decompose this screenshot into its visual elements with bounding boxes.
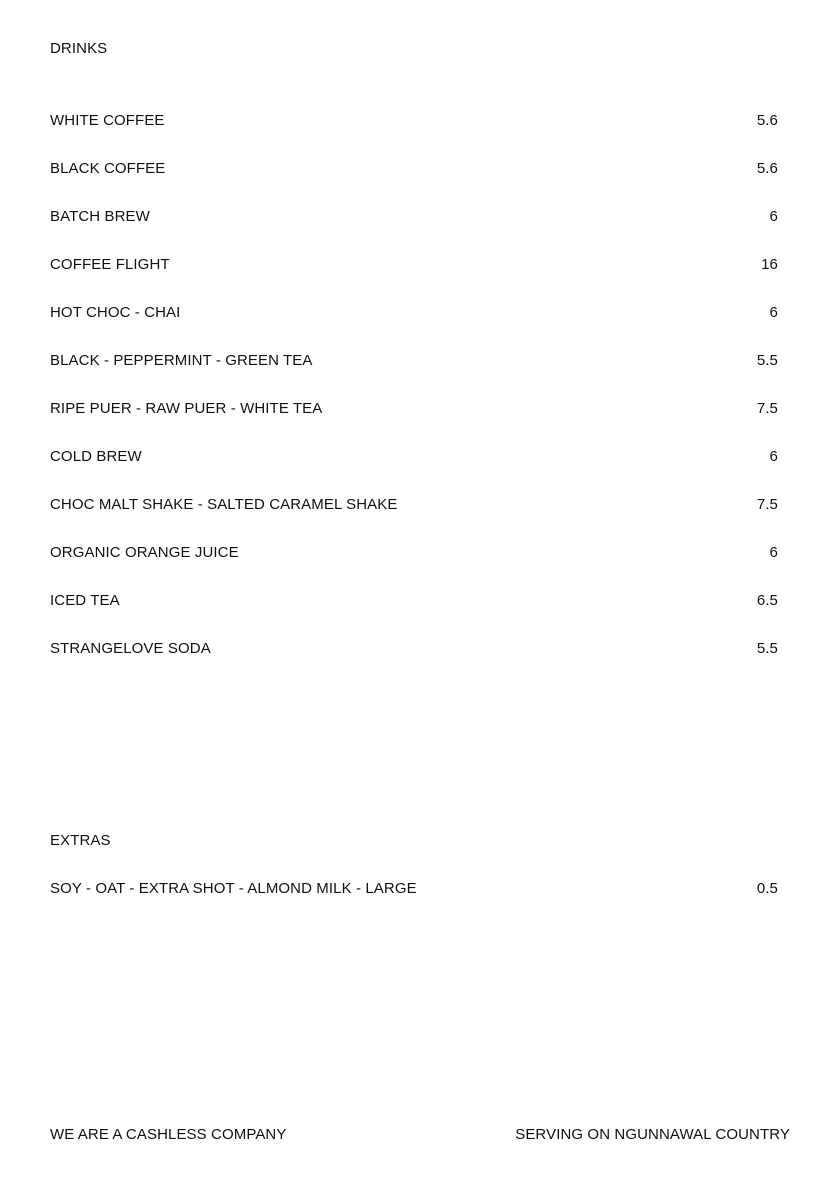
drinks-list (50, 112, 778, 688)
item-name: RIPE PUER - RAW PUER - WHITE TEA (50, 400, 323, 417)
menu-item (50, 208, 778, 256)
menu-item (50, 160, 778, 208)
menu-item (50, 880, 778, 928)
item-price: 6.5 (756, 592, 778, 609)
menu-item (50, 640, 778, 688)
item-name: BATCH BREW (50, 208, 150, 225)
item-name: COLD BREW (50, 448, 142, 465)
item-price: 5.5 (756, 640, 778, 657)
menu-item (50, 448, 778, 496)
item-name: ICED TEA (50, 592, 120, 609)
menu-item (50, 352, 778, 400)
cashless-notice: WE ARE A CASHLESS COMPANY (50, 1126, 287, 1143)
item-price: 6 (769, 448, 778, 465)
item-name: HOT CHOC - CHAI (50, 304, 181, 321)
menu-item (50, 544, 778, 592)
menu-item (50, 112, 778, 160)
item-name: WHITE COFFEE (50, 112, 165, 129)
item-name: COFFEE FLIGHT (50, 256, 170, 273)
item-price: 6 (769, 544, 778, 561)
footer (50, 1126, 790, 1144)
item-name: STRANGELOVE SODA (50, 640, 211, 657)
item-name: ORGANIC ORANGE JUICE (50, 544, 239, 561)
menu-item (50, 400, 778, 448)
menu-item (50, 256, 778, 304)
drinks-heading: DRINKS (50, 40, 108, 57)
item-price: 0.5 (756, 880, 778, 897)
menu-item (50, 496, 778, 544)
item-price: 6 (769, 208, 778, 225)
item-price: 7.5 (756, 496, 778, 513)
item-name: CHOC MALT SHAKE - SALTED CARAMEL SHAKE (50, 496, 398, 513)
item-price: 5.5 (756, 352, 778, 369)
item-name: BLACK - PEPPERMINT - GREEN TEA (50, 352, 313, 369)
menu-item (50, 592, 778, 640)
country-acknowledgement: SERVING ON NGUNNAWAL COUNTRY (515, 1126, 790, 1143)
extras-heading: EXTRAS (50, 832, 111, 849)
menu-item (50, 304, 778, 352)
item-name: BLACK COFFEE (50, 160, 166, 177)
item-name: SOY - OAT - EXTRA SHOT - ALMOND MILK - LARGE (50, 880, 417, 897)
item-price: 5.6 (756, 112, 778, 129)
item-price: 6 (769, 304, 778, 321)
item-price: 5.6 (756, 160, 778, 177)
item-price: 16 (761, 256, 778, 273)
item-price: 7.5 (756, 400, 778, 417)
extras-list (50, 880, 778, 928)
